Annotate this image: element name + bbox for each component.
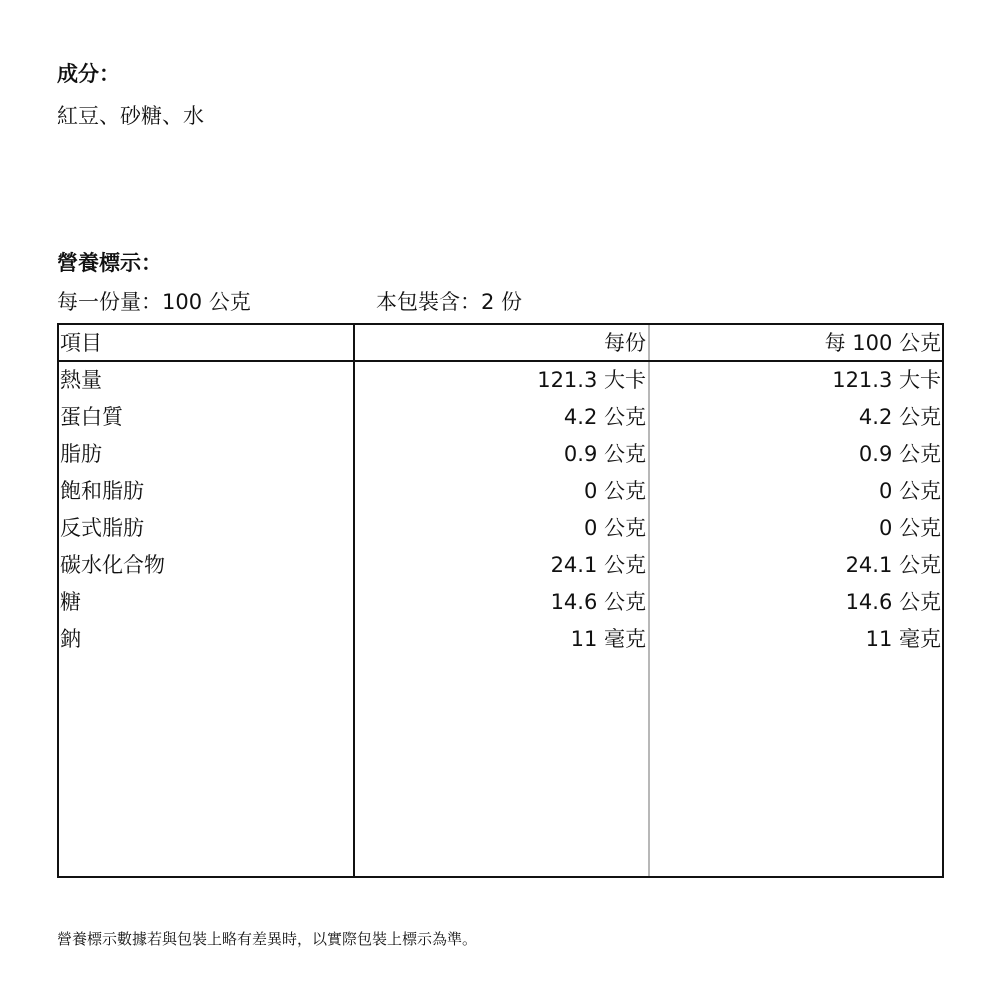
nutrient-name: 糖 (60, 590, 81, 614)
nutrient-name: 反式脂肪 (60, 516, 144, 540)
servings-per-pack: 本包裝含：2 份 (376, 290, 523, 314)
nutrient-name: 飽和脂肪 (60, 479, 144, 503)
per-serving-value: 0 公克 (583, 479, 646, 503)
per-100g-value: 24.1 公克 (845, 553, 941, 577)
nutrient-name: 脂肪 (60, 442, 102, 466)
per-100g-value: 0 公克 (878, 516, 941, 540)
per-serving-value: 0 公克 (583, 516, 646, 540)
footer-note: 營養標示數據若與包裝上略有差異時，以實際包裝上標示為準。 (57, 930, 478, 948)
nutrient-name: 熱量 (60, 368, 102, 392)
nutrition-heading: 營養標示： (57, 251, 162, 275)
nutrient-name: 碳水化合物 (60, 553, 165, 577)
column-header-per-serving: 每份 (604, 331, 646, 355)
serving-size: 每一份量：100 公克 (57, 290, 251, 314)
per-100g-value: 11 毫克 (865, 627, 941, 651)
per-serving-value: 121.3 大卡 (537, 368, 646, 392)
per-100g-value: 121.3 大卡 (832, 368, 941, 392)
column-header-item: 項目 (60, 331, 102, 355)
column-header-per-100g: 每 100 公克 (824, 331, 941, 355)
per-serving-value: 4.2 公克 (563, 405, 646, 429)
ingredients-text: 紅豆、砂糖、水 (57, 104, 204, 128)
per-100g-value: 0 公克 (878, 479, 941, 503)
per-100g-value: 4.2 公克 (858, 405, 941, 429)
per-100g-value: 14.6 公克 (845, 590, 941, 614)
ingredients-heading: 成分： (57, 62, 120, 86)
nutrient-name: 蛋白質 (60, 405, 123, 429)
per-serving-value: 0.9 公克 (563, 442, 646, 466)
per-serving-value: 14.6 公克 (550, 590, 646, 614)
nutrient-name: 鈉 (60, 627, 81, 651)
per-serving-value: 11 毫克 (570, 627, 646, 651)
nutrition-table (57, 323, 944, 878)
per-100g-value: 0.9 公克 (858, 442, 941, 466)
per-serving-value: 24.1 公克 (550, 553, 646, 577)
